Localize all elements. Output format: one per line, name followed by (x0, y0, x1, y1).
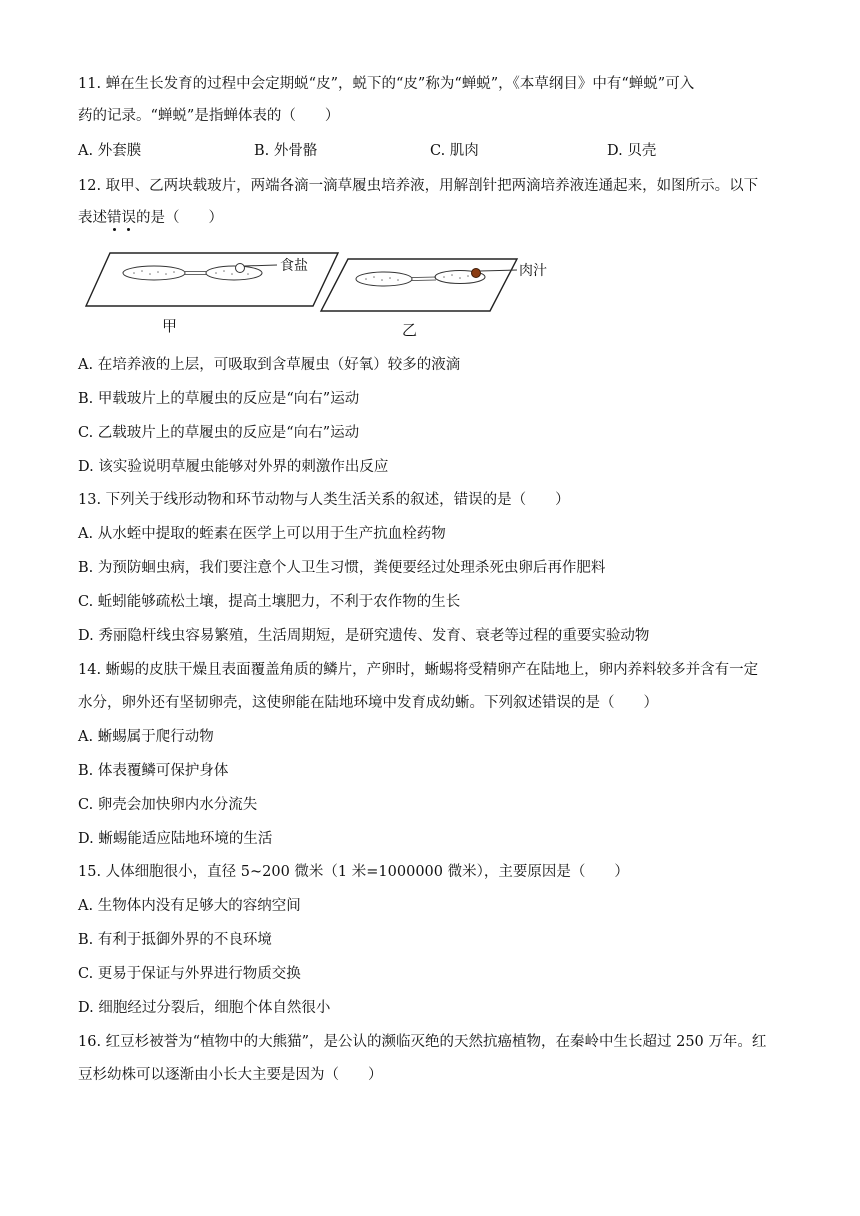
q13-stem: 13. 下列关于线形动物和环节动物与人类生活关系的叙述，错误的是（ ） (78, 492, 570, 508)
q16-stem-line1: 16. 红豆杉被誉为“植物中的大熊猫”，是公认的濒临灭绝的天然抗癌植物，在秦岭中生长超过 250 万年。红 (78, 1034, 767, 1050)
q15-option-b[interactable]: B. 有利于抵御外界的不良环境 (78, 932, 272, 948)
q13-option-a[interactable]: A. 从水蛭中提取的蛭素在医学上可以用于生产抗血栓药物 (78, 526, 446, 542)
slide-yi-callout: 肉汁 (519, 263, 547, 279)
q14-option-c[interactable]: C. 卵壳会加快卵内水分流失 (78, 797, 258, 813)
q12-emphasis-char-1: 错 (107, 210, 122, 226)
q15-option-c[interactable]: C. 更易于保证与外界进行物质交换 (78, 966, 301, 982)
q11-option-d[interactable]: D. 贝壳 (607, 143, 657, 159)
slide-jia-callout: 食盐 (280, 258, 308, 274)
slide-yi-label: 乙 (402, 321, 418, 339)
slide-jia-label: 甲 (162, 317, 178, 335)
q12-stem-line1: 12. 取甲、乙两块载玻片，两端各滴一滴草履虫培养液，用解剖针把两滴培养液连通起来，如图所示。以下 (78, 178, 759, 194)
q11-option-b[interactable]: B. 外骨骼 (254, 143, 318, 159)
slide-yi (321, 259, 547, 339)
q12-emphasis-char-2: 误 (121, 210, 136, 226)
q13-option-b[interactable]: B. 为预防蛔虫病，我们要注意个人卫生习惯，粪便要经过处理杀死虫卵后再作肥料 (78, 560, 606, 576)
slide-jia (86, 253, 338, 335)
q12-option-c[interactable]: C. 乙载玻片上的草履虫的反应是“向右”运动 (78, 425, 360, 441)
q14-option-a[interactable]: A. 蜥蜴属于爬行动物 (78, 729, 214, 745)
q14-option-b[interactable]: B. 体表覆鳞可保护身体 (78, 763, 229, 779)
q12-option-a[interactable]: A. 在培养液的上层，可吸取到含草履虫（好氧）较多的液滴 (78, 357, 461, 373)
q11-stem-line1: 11. 蝉在生长发育的过程中会定期蜕“皮”，蜕下的“皮”称为“蝉蜕”，《本草纲目》中有“蝉蜕”可入 (78, 76, 695, 92)
q14-stem-line1: 14. 蜥蜴的皮肤干燥且表面覆盖角质的鳞片，产卵时，蜥蜴将受精卵产在陆地上，卵内养料较多并含有一定 (78, 662, 759, 678)
meat-broth-drop (472, 269, 481, 278)
q11-stem-line2: 药的记录。“蝉蜕”是指蝉体表的（ ） (78, 108, 340, 124)
q13-option-c[interactable]: C. 蚯蚓能够疏松土壤，提高土壤肥力，不利于农作物的生长 (78, 594, 461, 610)
q15-option-a[interactable]: A. 生物体内没有足够大的容纳空间 (78, 898, 301, 914)
q12-option-b[interactable]: B. 甲载玻片上的草履虫的反应是“向右”运动 (78, 391, 360, 407)
q15-option-d[interactable]: D. 细胞经过分裂后，细胞个体自然很小 (78, 1000, 331, 1016)
q11-option-c[interactable]: C. 肌肉 (430, 143, 479, 159)
q14-option-d[interactable]: D. 蜥蜴能适应陆地环境的生活 (78, 831, 273, 847)
q12-stem-line2: 表述错误的是（ ） (78, 210, 223, 226)
q16-stem-line2: 豆杉幼株可以逐渐由小长大主要是因为（ ） (78, 1067, 383, 1083)
salt-crystal (236, 264, 245, 273)
q13-option-d[interactable]: D. 秀丽隐杆线虫容易繁殖，生活周期短，是研究遗传、发育、衰老等过程的重要实验动物 (78, 628, 650, 644)
q15-stem: 15. 人体细胞很小，直径 5~200 微米（1 米=1000000 微米），主要原因是（ ） (78, 864, 629, 880)
q11-options (78, 141, 778, 161)
q14-stem-line2: 水分，卵外还有坚韧卵壳，这使卵能在陆地环境中发育成幼蜥。下列叙述错误的是（ ） (78, 695, 658, 711)
q11-option-a[interactable]: A. 外套膜 (78, 143, 142, 159)
q12-option-d[interactable]: D. 该实验说明草履虫能够对外界的刺激作出反应 (78, 459, 389, 475)
q12-slide-figure (70, 248, 590, 340)
